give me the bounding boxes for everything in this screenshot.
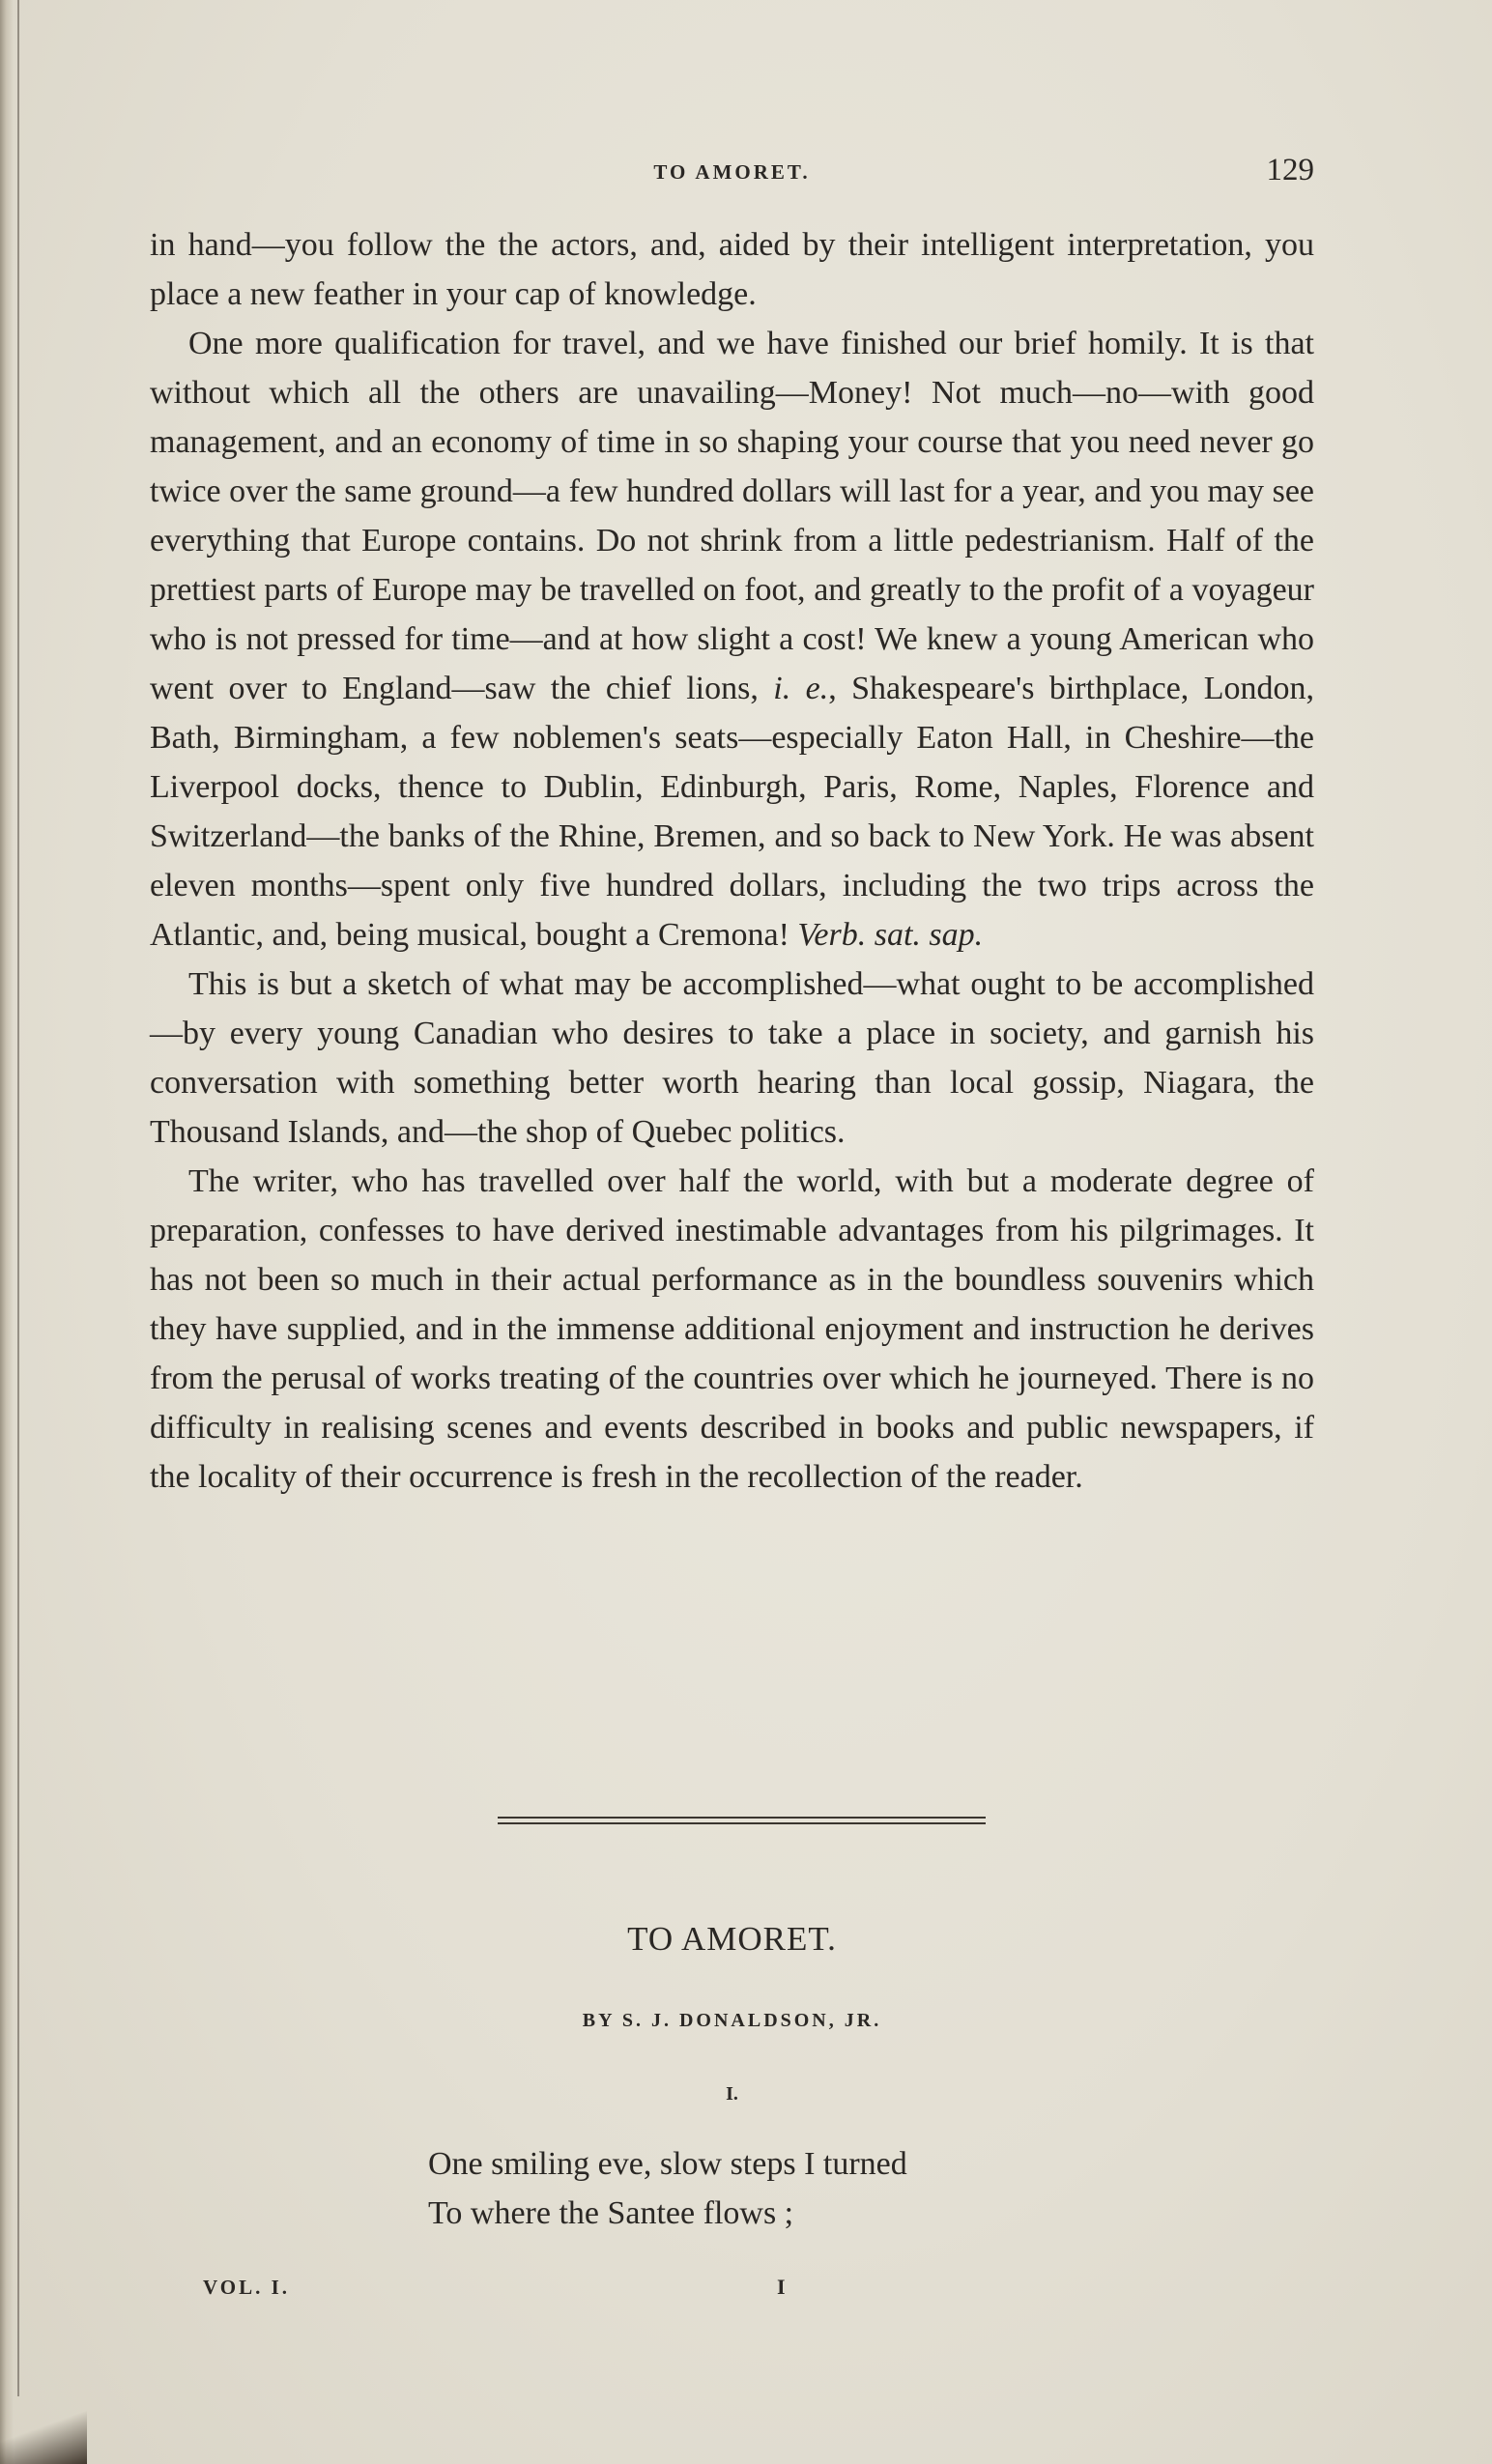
- paragraph: The writer, who has travelled over half the world, with but a moderate degree of preparation, confesses to have derived inestimable advantages from his pilgrimages. It has not been so much in their actual performance as in the boundless souvenirs which they have supplied, and in the immense additional enjoyment and instruction he derives from the perusal of works treating of the countries over which he journeyed. There is no difficulty in realising scenes and events described in books and public newspapers, if the locality of their occurrence is fresh in the recollection of the reader.: [150, 1163, 1314, 1495]
- poem-line: One smiling eve, slow steps I turned: [428, 2146, 907, 2182]
- page-corner-shadow: [0, 2406, 87, 2464]
- poem-byline: BY S. J. DONALDSON, JR.: [582, 2010, 882, 2031]
- paragraph: This is but a sketch of what may be accomplished—what ought to be accomplished—by every young Canadian who desires to take a place in society, and garnish his conversation with something better worth hearing than local gossip, Niagara, the Thousand Islands, and—the shop of Quebec politics.: [150, 966, 1314, 1150]
- page-spine-shadow: [0, 0, 14, 2464]
- divider-rule-top: [498, 1817, 986, 1819]
- divider-rule-bottom: [498, 1822, 986, 1824]
- stanza-number: I.: [726, 2083, 738, 2105]
- section-divider-rule: [498, 1817, 986, 1828]
- poem-title: TO AMORET.: [627, 1920, 837, 1958]
- paragraph: One more qualification for travel, and we have finished our brief homily. It is that without which all the others are unavailing—Money! Not much—no—with good management, and an economy of time in so shaping your course that you need never go twice over the same ground—a few hundred dollars will last for a year, and you may see everything that Europe contains. Do not shrink from a little pedestrianism. Half of the prettiest parts of Europe may be travelled on foot, and greatly to the profit of a voyageur who is not pressed for time—and at how slight a cost! We knew a young American who went over to England—saw the chief lions, i. e., Shakespeare's birthplace, London, Bath, Birmingham, a few noblemen's seats—especially Eaton Hall, in Cheshire—the Liverpool docks, thence to Dublin, Edinburgh, Paris, Rome, Naples, Florence and Switzerland—the banks of the Rhine, Bremen, and so back to New York. He was absent eleven months—spent only five hundred dollars, including the two trips across the Atlantic, and, being musical, bought a Cremona! Verb. sat. sap.: [150, 326, 1314, 953]
- running-title: TO AMORET.: [653, 160, 811, 184]
- poem-stanza: [428, 2139, 907, 2238]
- page-binding-line: [17, 0, 19, 2396]
- running-head: [150, 153, 1314, 191]
- volume-signature: VOL. I.: [203, 2276, 291, 2299]
- paragraph-continued: in hand—you follow the the actors, and, aided by their intelligent interpretation, you place a new feather in your cap of knowledge.: [150, 227, 1314, 312]
- poem-line: To where the Santee flows ;: [428, 2195, 794, 2231]
- printer-signature-mark: I: [777, 2275, 786, 2299]
- page-number: 129: [1266, 153, 1314, 187]
- article-body: [150, 220, 1314, 1502]
